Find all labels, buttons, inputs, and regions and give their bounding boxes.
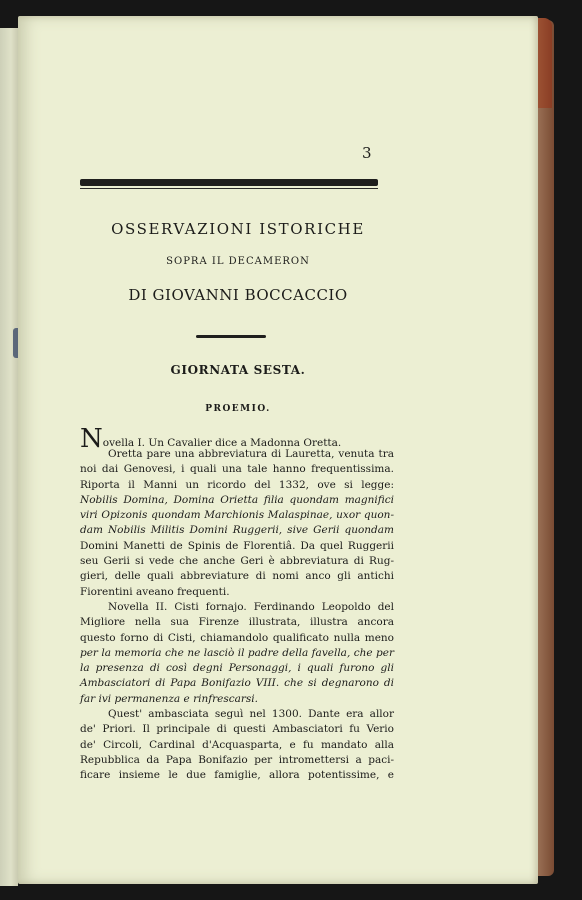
facing-page-edge — [0, 28, 18, 886]
page-number: 3 — [362, 144, 372, 162]
text-line: noi dai Genovesi, i quali una tale hanno frequentissima. — [80, 463, 394, 476]
text-line: dam Nobilis Militis Domini Ruggerii, sive Gerii quondam — [80, 524, 394, 537]
text-line: gieri, delle quali abbreviature di nomi anco gli antichi — [80, 570, 394, 583]
text-line: Ambasciatori di Papa Bonifazio VIII. che si degnarono di — [80, 677, 394, 690]
page-subtitle: SOPRA IL DECAMERON — [166, 256, 310, 267]
text-line: seu Gerii si vede che anche Geri è abbreviatura di Rug- — [80, 555, 394, 568]
drop-cap: N — [80, 424, 103, 454]
text-line: Nobilis Domina, Domina Orietta filia quondam magnifici — [80, 493, 394, 506]
text-line: ficare insieme le due famiglie, allora potentissime, e — [80, 769, 394, 782]
text-line: viri Opizonis quondam Marchionis Malaspinae, uxor quon- — [80, 509, 394, 522]
header-rule — [80, 179, 378, 186]
text-line: Repubblica da Papa Bonifazio per intromettersi a paci- — [80, 753, 394, 766]
text-line: Oretta pare una abbreviatura di Lauretta, venuta tra — [108, 448, 394, 460]
text-line: Riporta il Manni un ricordo del 1332, ove si legge: — [80, 478, 394, 491]
section-heading: GIORNATA SESTA. — [170, 363, 306, 377]
ornament-rule — [196, 335, 266, 338]
text-line: de' Circoli, Cardinal d'Acquasparta, e fu mandato alla — [80, 738, 394, 751]
first-line-text: ovella I. Un Cavalier dice a Madonna Oretta. — [102, 437, 342, 449]
text-line: Migliore nella sua Firenze illustrata, illustra ancora — [80, 616, 394, 629]
text-line: Quest' ambasciata seguì nel 1300. Dante era allor — [108, 708, 394, 721]
book-page — [18, 16, 538, 884]
subsection-heading: PROEMIO. — [205, 404, 271, 414]
text-line: far ivi permanenza e rinfrescarsi. — [80, 692, 258, 705]
text-line: questo forno di Cisti, chiamandolo qualificato nulla meno — [80, 631, 394, 644]
text-line: per la memoria che ne lasciò il padre della favella, che per — [80, 646, 394, 659]
body-text — [80, 426, 394, 784]
author-line: DI GIOVANNI BOCCACCIO — [128, 286, 348, 304]
text-line: Fiorentini aveano frequenti. — [80, 585, 230, 598]
text-line: Domini Manetti de Spinis de Florentiâ. Da quel Ruggerii — [80, 539, 394, 552]
text-line: la presenza di così degni Personaggi, i quali furono gli — [80, 662, 394, 675]
text-line: Novella II. Cisti fornajo. Ferdinando Leopoldo del — [108, 600, 394, 613]
page-title: OSSERVAZIONI ISTORICHE — [111, 220, 365, 238]
text-line: de' Priori. Il principale di questi Ambasciatori fu Verio — [80, 723, 394, 736]
